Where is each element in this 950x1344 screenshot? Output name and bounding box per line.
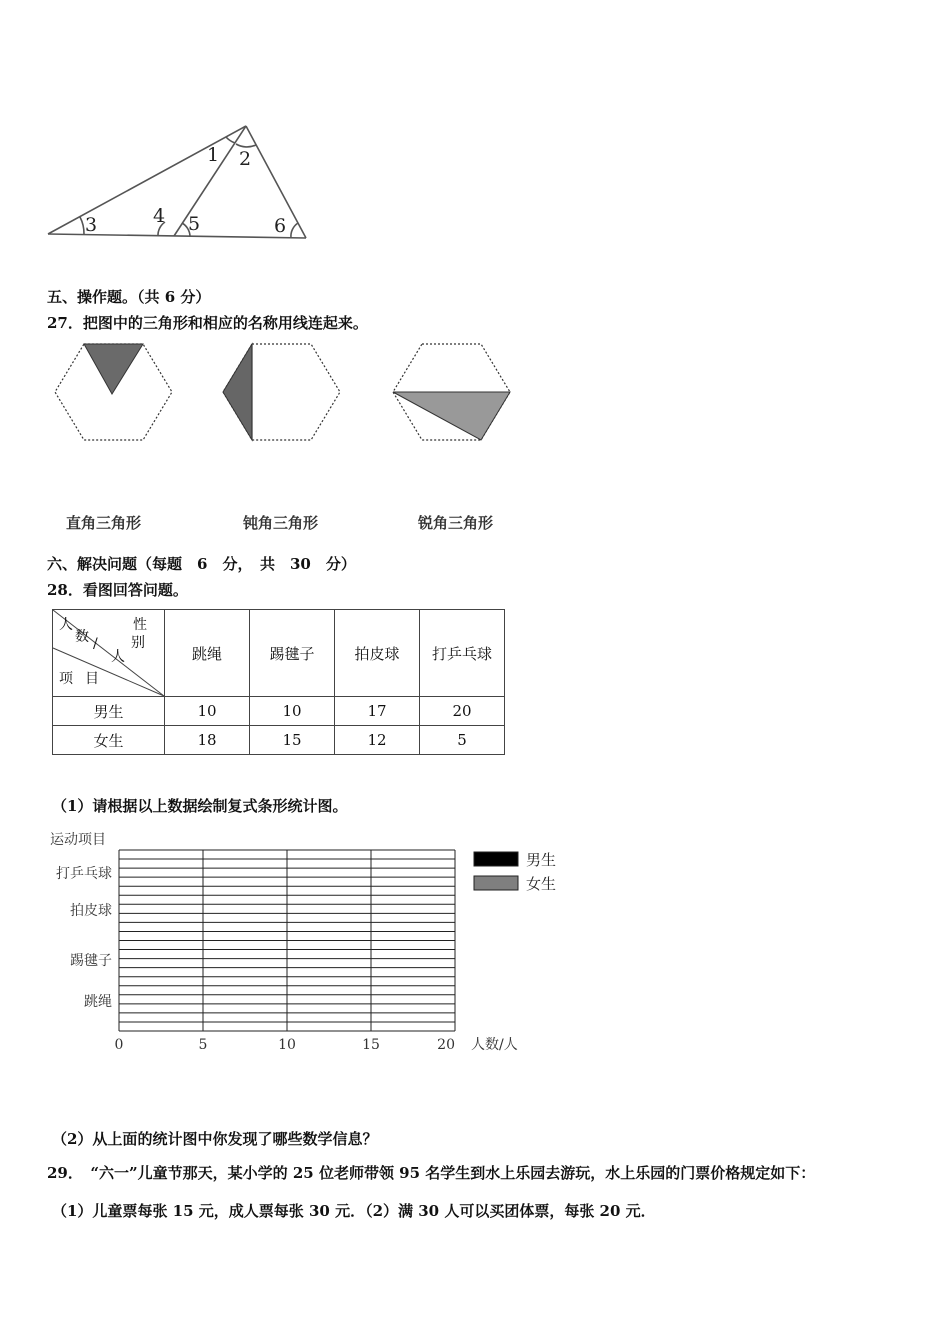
col-header-tijianzi: 踢毽子 <box>250 610 335 697</box>
legend-label: 男生 <box>526 851 557 869</box>
col-header-tiaosheng: 跳绳 <box>165 610 250 697</box>
chart-grid <box>119 850 455 1031</box>
x-tick-label: 5 <box>198 1037 208 1053</box>
bar-chart <box>40 826 557 1058</box>
corner-bie: 别 <box>131 635 145 651</box>
hexagon-1 <box>55 344 172 440</box>
table-row <box>53 726 505 755</box>
legend-swatch <box>474 876 518 890</box>
angle-label-2: 2 <box>239 148 252 170</box>
x-tick-label: 20 <box>437 1037 455 1053</box>
table-cell: 10 <box>165 697 250 726</box>
col-header-pingpang: 打乒乓球 <box>420 610 505 697</box>
corner-mu: 目 <box>85 671 99 687</box>
category-label: 拍皮球 <box>70 903 112 919</box>
table-cell: 12 <box>335 726 420 755</box>
legend-swatch <box>474 852 518 866</box>
table-cell: 17 <box>335 697 420 726</box>
question-27: 27．把图中的三角形和相应的名称用线连起来。 <box>47 314 368 332</box>
table-cell: 10 <box>250 697 335 726</box>
corner-xing: 性 <box>133 617 147 633</box>
table-cell: 5 <box>420 726 505 755</box>
angle-label-5: 5 <box>188 213 201 235</box>
corner-xiang: 项 <box>59 671 73 687</box>
hexagons-figure <box>48 336 518 452</box>
question-28-part1: （1）请根据以上数据绘制复式条形统计图。 <box>52 797 348 815</box>
category-label: 打乒乓球 <box>56 866 112 882</box>
table-cell: 20 <box>420 697 505 726</box>
col-header-paipiqiu: 拍皮球 <box>335 610 420 697</box>
data-table <box>52 609 505 755</box>
table-cell: 15 <box>250 726 335 755</box>
section6-heading: 六、解决问题（每题 6 分， 共 30 分） <box>47 555 356 573</box>
question-28: 28．看图回答问题。 <box>47 581 188 599</box>
corner-slash: / <box>93 636 98 652</box>
name-acute-triangle: 锐角三角形 <box>418 514 494 532</box>
legend-label: 女生 <box>526 875 557 893</box>
table-row <box>53 697 505 726</box>
angle-label-6: 6 <box>274 215 287 237</box>
category-label: 跳绳 <box>84 994 112 1010</box>
triangle-figure <box>40 118 320 246</box>
chart-ylabel: 运动项目 <box>50 832 106 848</box>
corner-shu: 数 <box>75 629 89 645</box>
corner-ren2: 人 <box>111 649 125 665</box>
section5-heading: 五、操作题。（共 6 分） <box>47 288 211 306</box>
row-label-boys: 男生 <box>53 697 165 726</box>
hexagon-3 <box>393 344 510 440</box>
name-obtuse-triangle: 钝角三角形 <box>243 514 319 532</box>
angle-label-1: 1 <box>207 144 220 166</box>
chart-xlabel: 人数/人 <box>471 1037 518 1053</box>
table-cell: 18 <box>165 726 250 755</box>
question-28-part2: （2）从上面的统计图中你发现了哪些数学信息？ <box>52 1130 378 1148</box>
name-right-triangle: 直角三角形 <box>66 514 142 532</box>
x-tick-label: 0 <box>114 1037 124 1053</box>
angle-label-4: 4 <box>153 205 166 227</box>
table-corner-cell <box>53 610 165 697</box>
row-label-girls: 女生 <box>53 726 165 755</box>
x-tick-label: 10 <box>278 1037 296 1053</box>
corner-ren1: 人 <box>59 617 73 633</box>
question-29: 29． “六一”儿童节那天，某小学的 25 位老师带领 95 名学生到水上乐园去游玩，水上乐园的门票价格规定如下： <box>47 1164 816 1182</box>
triangle-cevian <box>174 126 246 236</box>
x-tick-label: 15 <box>362 1037 380 1053</box>
hexagon-2 <box>223 344 340 440</box>
angle-label-3: 3 <box>85 214 98 236</box>
category-label: 踢毽子 <box>70 953 112 969</box>
triangle-side-left <box>48 126 246 234</box>
question-29-rules: （1）儿童票每张 15 元，成人票每张 30 元．（2）满 30 人可以买团体票，每张 20 元． <box>52 1202 656 1220</box>
